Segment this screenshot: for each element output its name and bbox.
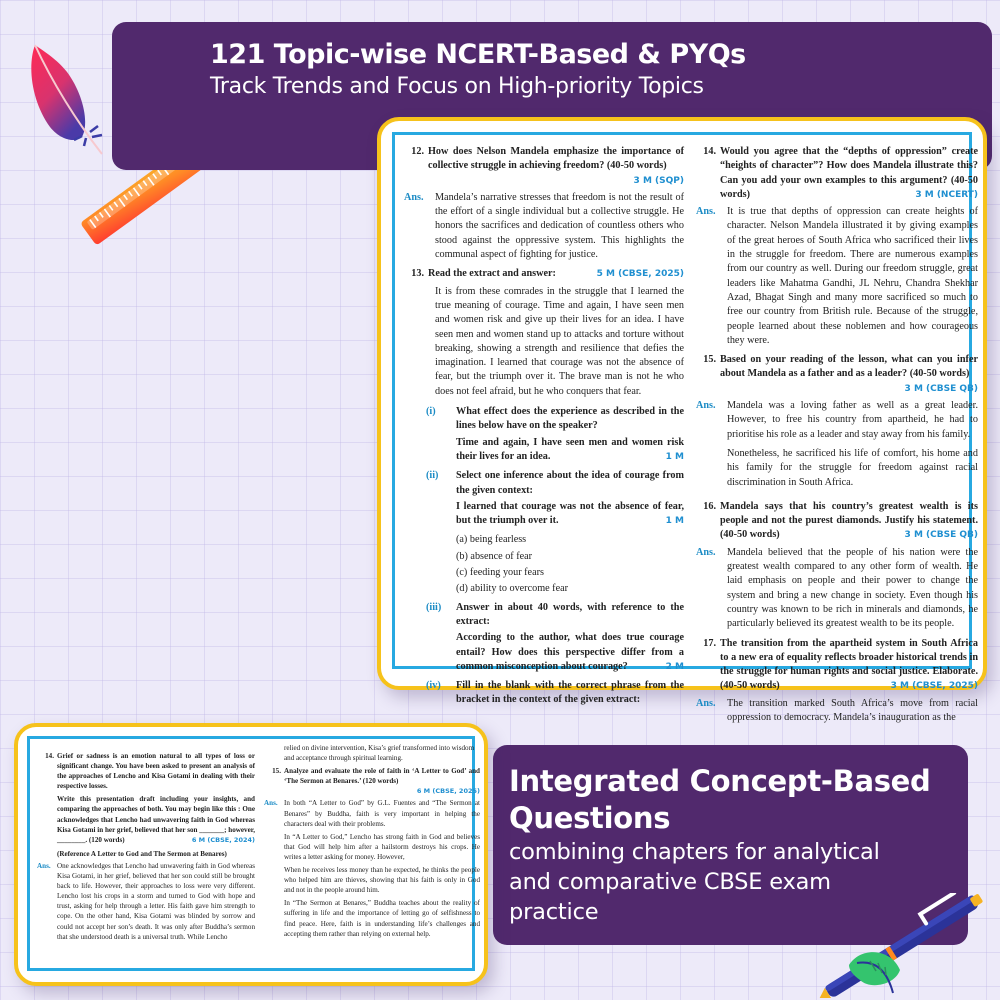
answer-label: Ans. <box>696 546 716 558</box>
sub-question-number: (iii) <box>426 601 442 613</box>
sub-question-text: Select one inference about the idea of courage from the given context: I learned that courage was not the absence of fear, but the triumph over it. 1 M <box>456 469 684 530</box>
question-number: 13. <box>411 268 424 280</box>
sample-page-frame <box>27 736 480 971</box>
answer-text: The transition marked South Africa’s move from racial oppression to democracy. Mandela’s inauguration as the <box>727 697 978 723</box>
sample-page-card-integrated <box>14 723 488 986</box>
sub-question-number: (i) <box>426 406 436 418</box>
answer-continuation: relied on divine intervention, Kisa’s grief transformed into wisdom and acceptance through spiritual learning. <box>284 744 475 763</box>
question-text: How does Nelson Mandela emphasize the importance of collective struggle in achieving freedom? (40-50 words) 3 M (SQP) <box>428 145 684 188</box>
answer-14 <box>37 861 255 942</box>
answer-label: Ans. <box>264 799 278 808</box>
question-14 <box>696 145 978 202</box>
bottom-banner-subtitle-line1: combining chapters for analytical <box>509 839 880 865</box>
leaf-icon <box>845 945 905 995</box>
question-15 <box>696 353 978 396</box>
extract-passage: It is from these comrades in the struggle that I learned the true meaning of courage. Time and again, I have seen men and women risk and give up their lives for an idea. I have seen men and women stand up to attacks and torture without breaking, showing a strength and resilience that defies the imagination. I learned that courage was not the absence of fear, but the triumph over it. The brave man is not he who does not feel afraid, but he who conquers that fear. <box>435 285 684 397</box>
question-number: 16. <box>703 500 716 512</box>
question-number: 15. <box>703 354 716 366</box>
marks-badge: 5 M (CBSE, 2025) <box>596 269 684 280</box>
marks-badge: 3 M (NCERT) <box>915 189 978 200</box>
question-number: 12. <box>411 146 424 157</box>
sub-question-text: What effect does the experience as described in the lines below have on the speaker? Time and again, I have seen men and women risk their lives for an idea. 1 M <box>456 405 684 466</box>
question-text: Mandela says that his country’s greatest wealth is its people and not the purest diamonds. Justify his statement. (40-50 words) 3 M (CBSE QB) <box>720 500 978 543</box>
answer-label: Ans. <box>696 206 716 218</box>
answer-text: Mandela believed that the people of his nation were the greatest wealth compared to any other form of wealth. He laid emphasis on people and their power to change the system and bring a new change in society. Even though his country was known to be rich in minerals and diamonds, he particularly believed its greatest wealth to be its people. <box>727 546 978 630</box>
answer-label: Ans. <box>404 191 424 203</box>
bottom-banner-title-line1: Integrated Concept-Based <box>509 764 931 798</box>
marks-badge: 3 M (CBSE, 2025) <box>890 681 978 692</box>
marks-badge: 2 M <box>665 661 684 672</box>
option-a: (a) being fearless <box>456 534 527 546</box>
marks-badge: 1 M <box>665 451 684 462</box>
answer-text: In both “A Letter to God” by G.L. Fuentes and “The Sermon at Benares” by Buddha, faith is very important in helping the characters deal with their problems. In “A Letter to God,” Lencho has strong faith in God and believes that God will help him after a hailstorm destroys his crops. He writes a letter asking for money. However, When he receives less money than he expected, he thinks the people who helped him are thieves, showing that his faith is only in God and not in the people around him. In “The Sermon at Benares,” Buddha teaches about the reality of suffering in life and the importance of letting go of selfishness to find peace. Here, faith is in understanding life’s challenges and accepting them rather than relying on external help. <box>284 799 480 938</box>
question-number: 17. <box>703 637 716 649</box>
answer-text: One acknowledges that Lencho had unwavering faith in God whereas Kisa Gotami, in her grief, believed that her son could still be brought back to life. However, their approaches to loss were very different. Lencho lost his crops in a storm and turned to God with hope and trust, asking for help through a letter. His faith gave him strength to cope. On the other hand, Kisa Gotami was blinded by sorrow and could not accept her son’s death. It was only after Buddha’s sermon that she understood death is a universal truth. While Lencho <box>57 861 255 941</box>
main-left-column <box>404 145 684 713</box>
sub-question-iv <box>404 679 684 710</box>
sub-question-text: Fill in the blank with the correct phrase from the bracket in the context of the given extract: <box>456 680 684 706</box>
answer-15 <box>264 798 480 941</box>
answer-16 <box>696 546 978 632</box>
question-text: Analyze and evaluate the role of faith in ‘A Letter to God’ and ‘The Sermon at Benares.’ (120 words) 6 M (CBSE, 2025) <box>284 767 480 796</box>
main-right-column <box>696 145 978 730</box>
top-banner-subtitle: Track Trends and Focus on High-priority Topics <box>210 74 704 99</box>
option-b: (b) absence of fear <box>456 550 533 562</box>
answer-label: Ans. <box>37 861 51 870</box>
question-text: Grief or sadness is an emotion natural to all types of loss or significant change. You have been asked to present an analysis of the approaches of Lencho and Kisa Gotami in dealing with their respective losses. Write this presentation draft including your insights, and comparing the approaches of both. You may begin like this : One acknowledges that Lencho had unwavering faith in God whereas Kisa Gotami in her grief, believed that her son _______; however, ________. (120 words) 6 M (CBSE, 2024) (Reference A Letter to God and The Sermon at Benares) <box>57 752 255 858</box>
answer-12 <box>404 191 684 262</box>
option-d: (d) ability to overcome fear <box>456 583 569 595</box>
sub-question-ii <box>404 469 684 530</box>
answer-17 <box>696 697 978 726</box>
marks-badge: 3 M (CBSE QB) <box>904 530 978 541</box>
sub-question-number: (iv) <box>426 680 441 692</box>
answer-label: Ans. <box>696 400 716 412</box>
small-left-column <box>37 751 255 947</box>
option-c: (c) feeding your fears <box>456 567 544 579</box>
marks-badge: 6 M (CBSE, 2024) <box>191 835 255 844</box>
sub-question-iii <box>404 601 684 676</box>
answer-text: Mandela was a loving father as well as a great leader. However, to free his country from apartheid, he had to prioritise his role as a leader and stay away from his family. Nonetheless, he sacrificed his life of comfort, his home and his family for the struggle for freedom against racial discrimination in South Africa. <box>727 400 978 488</box>
sub-question-text: Answer in about 40 words, with reference to the extract: According to the author, what does true courage entail? How does this perspective differ from a common misconception about courage? 2 M <box>456 601 684 676</box>
bottom-banner-title-line2: Questions <box>509 801 671 835</box>
small-right-column <box>264 743 480 947</box>
marks-badge: 1 M <box>665 516 684 527</box>
question-16 <box>696 500 978 543</box>
bottom-banner-subtitle-line2: and comparative CBSE exam <box>509 869 831 895</box>
reference-note: (Reference A Letter to God and The Sermon at Benares) <box>57 849 227 858</box>
answer-text: Mandela’s narrative stresses that freedom is not the result of the effort of a single individual but a collective struggle. He honors the sacrifices and dedication of countless others who stood against the oppressive system. This highlights the communal aspect of fighting for justice. <box>435 191 684 261</box>
question-text: Would you agree that the “depths of oppression” create “heights of character”? How does Mandela illustrate this? Can you add your own examples to this argument? (40-50 words) 3 M (NCERT) <box>720 145 978 202</box>
bottom-banner-subtitle-line3: practice <box>509 899 599 925</box>
question-number: 14. <box>703 146 716 157</box>
answer-15 <box>696 399 978 495</box>
question-14 <box>37 751 255 859</box>
question-13 <box>404 267 684 281</box>
question-number: 15. <box>272 767 281 776</box>
answer-text: It is true that depths of oppression can create heights of character. Nelson Mandela illustrated it by giving examples of the great heroes of South Africa who sacrificed their lives in the struggle for freedom. There are numerous examples from our country as well. During our freedom struggle, great leaders like Mahatma Gandhi, JL Nehru, Chandra Shekhar Azad, Bhagat Singh and many more sacrificed so much to free our country from British rule. Because of the struggle, people learned about these noblemen and how courageous they were. <box>727 206 978 346</box>
top-banner-title: 121 Topic-wise NCERT-Based & PYQs <box>210 39 746 70</box>
mcq-options <box>404 533 684 596</box>
question-text: The transition from the apartheid system in South Africa to a new era of equality reflects broader historical trends in the struggle for human rights and social justice. Elaborate. (40-50 words) 3 M (CBSE, 2025) <box>720 637 978 694</box>
sample-page-frame <box>392 132 978 723</box>
sub-question-i <box>404 405 684 466</box>
question-text: Read the extract and answer: 5 M (CBSE, 2025) <box>428 267 684 281</box>
sub-question-number: (ii) <box>426 470 439 482</box>
question-text: Based on your reading of the lesson, what can you infer about Mandela as a father and as a leader? (40-50 words) 3 M (CBSE QB) <box>720 353 978 396</box>
question-12 <box>404 145 684 188</box>
question-17 <box>696 637 978 694</box>
marks-badge: 6 M (CBSE, 2025) <box>416 787 480 796</box>
question-15 <box>264 766 480 796</box>
answer-14 <box>696 205 978 348</box>
sample-page-card-main <box>377 117 987 723</box>
marks-badge: 3 M (CBSE QB) <box>904 383 978 394</box>
answer-label: Ans. <box>696 697 716 709</box>
bottom-banner-title <box>509 763 968 837</box>
marks-badge: 3 M (SQP) <box>633 175 684 186</box>
question-number: 14. <box>45 752 54 760</box>
